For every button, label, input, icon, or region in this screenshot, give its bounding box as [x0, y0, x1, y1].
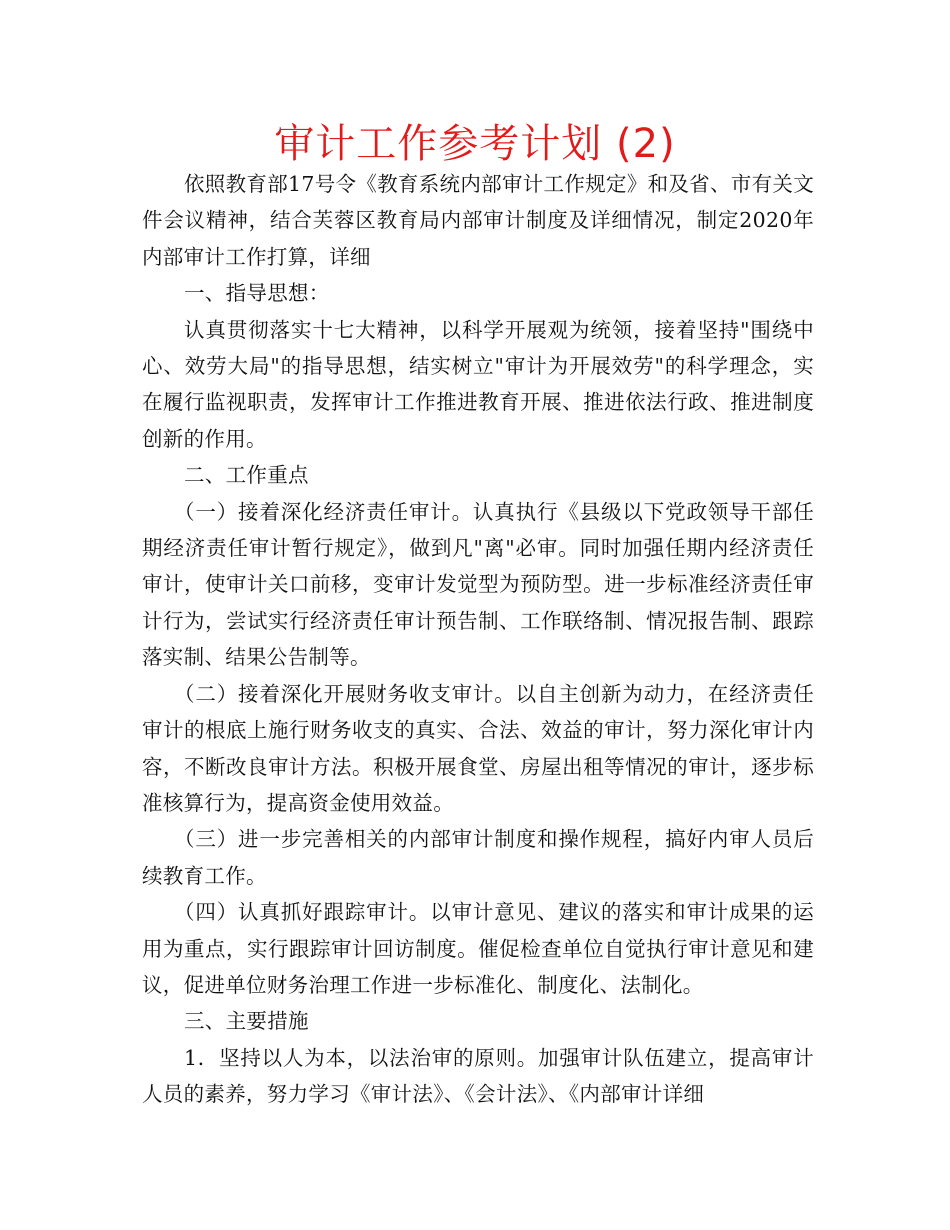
heading-work-focus: 二、工作重点	[184, 463, 309, 488]
paragraph-guiding-ideology: 认真贯彻落实十七大精神，以科学开展观为统领，接着坚持"围绕中心、效劳大局"的指导思想，结实树立"审计为开展效劳"的科学理念，实在履行监视职责，发挥审计工作推进教育开展、推进依法行政、推进制度创新的作用。	[142, 317, 814, 451]
heading-guiding-ideology: 一、指导思想：	[184, 281, 330, 306]
paragraph-focus-1: （一）接着深化经济责任审计。认真执行《县级以下党政领导干部任期经济责任审计暂行规定》，做到凡"离"必审。同时加强任期内经济责任审计，使审计关口前移，变审计发觉型为预防型。进一步标准经济责任审计行为，尝试实行经济责任审计预告制、工作联络制、情况报告制、跟踪落实制、结果公告制等。	[142, 499, 814, 670]
paragraph-focus-2: （二）接着深化开展财务收支审计。以自主创新为动力，在经济责任审计的根底上施行财务收支的真实、合法、效益的审计，努力深化审计内容，不断改良审计方法。积极开展食堂、房屋出租等情况的审计，逐步标准核算行为，提高资金使用效益。	[142, 681, 814, 815]
paragraph-focus-4: （四）认真抓好跟踪审计。以审计意见、建议的落实和审计成果的运用为重点，实行跟踪审计回访制度。催促检查单位自觉执行审计意见和建议，促进单位财务治理工作进一步标准化、制度化、法制化。	[142, 900, 814, 997]
document-title: 审计工作参考计划 (2)	[274, 121, 676, 167]
paragraph-measure-1: 1．坚持以人为本，以法治审的原则。加强审计队伍建立，提高审计人员的素养，努力学习《审计法》、《会计法》、《内部审计详细	[142, 1045, 814, 1107]
heading-main-measures: 三、主要措施	[184, 1009, 309, 1034]
paragraph-intro: 依照教育部17号令《教育系统内部审计工作规定》和及省、市有关文件会议精神，结合芙蓉区教育局内部审计制度及详细情况，制定2020年内部审计工作打算，详细	[142, 172, 814, 269]
paragraph-focus-3: （三）进一步完善相关的内部审计制度和操作规程，搞好内审人员后续教育工作。	[142, 827, 814, 888]
document-body	[142, 166, 814, 1113]
